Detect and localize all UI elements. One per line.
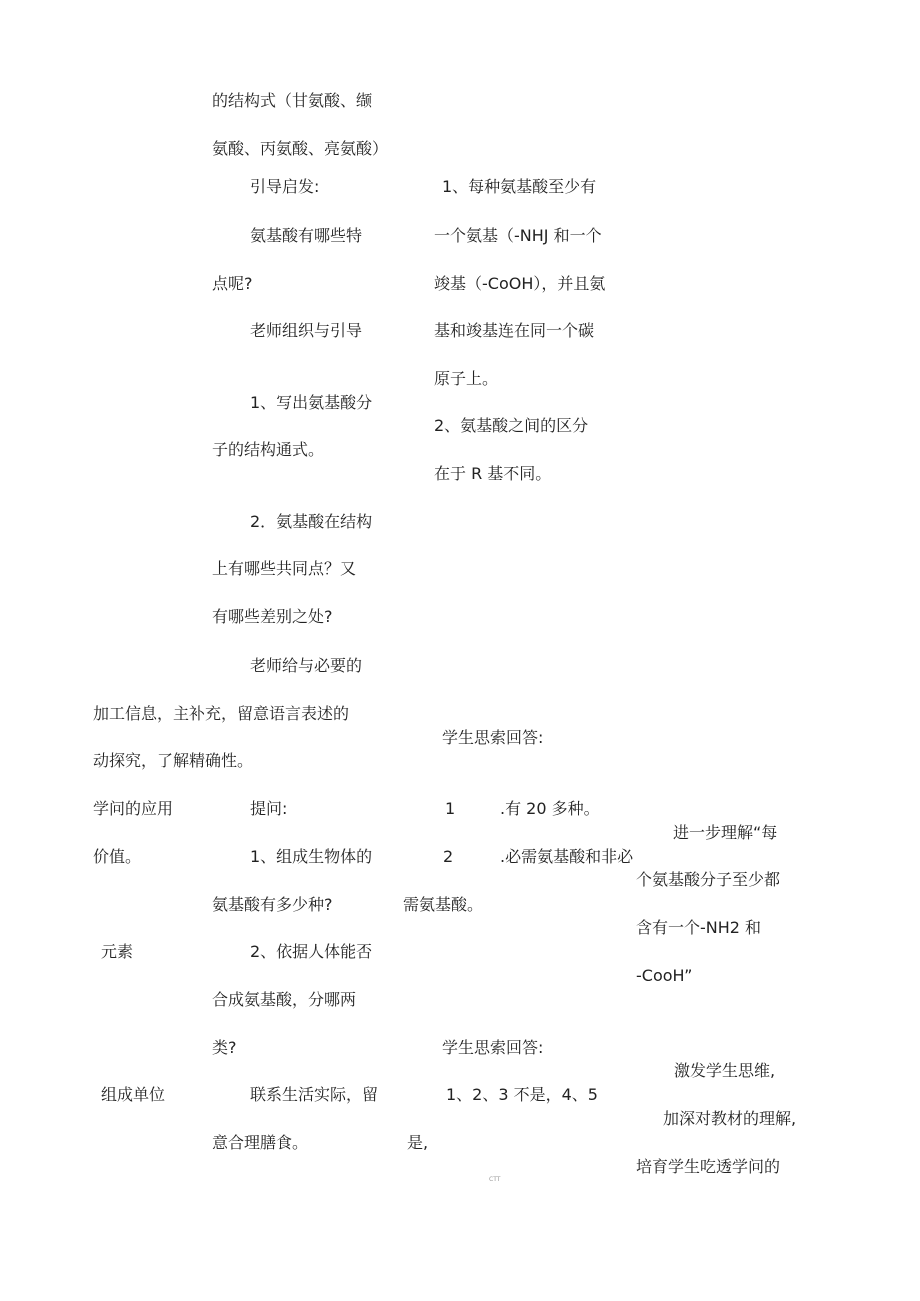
stage-line: 价值。 xyxy=(93,847,142,866)
student-line: 需氨基酸。 xyxy=(403,895,484,914)
teacher-line: 提问: xyxy=(250,799,288,818)
teacher-line: 引导启发: xyxy=(250,177,320,196)
teacher-line: 老师组织与引导 xyxy=(250,321,363,340)
footer-mark: CTT xyxy=(489,1176,501,1183)
teacher-line: 补充，留意语言表述的 xyxy=(189,704,350,723)
student-line: 1 xyxy=(445,799,456,818)
student-line: 学生思索回答: xyxy=(442,1038,544,1057)
student-line: 原子上。 xyxy=(434,369,499,388)
student-line: 是, xyxy=(407,1133,429,1152)
student-line: 基和竣基连在同一个碳 xyxy=(434,321,595,340)
teacher-line: 上有哪些共同点？又 xyxy=(212,559,357,578)
student-line: .必需氨基酸和非必 xyxy=(500,847,634,866)
intent-line: 进一步理解“每 xyxy=(673,823,778,842)
student-line: 竣基（-CoOH），并且氨 xyxy=(434,274,606,293)
student-line: 2 xyxy=(443,847,454,866)
teacher-line: 2．氨基酸在结构 xyxy=(250,512,373,531)
stage-line: 组成单位 xyxy=(101,1085,166,1104)
stage-line: 元素 xyxy=(101,942,134,961)
teacher-line: 的结构式（甘氨酸、缬 xyxy=(212,91,373,110)
teacher-line: 老师给与必要的 xyxy=(250,656,363,675)
teacher-line: 合成氨基酸，分哪两 xyxy=(212,990,357,1009)
teacher-line: 意合理膳食。 xyxy=(212,1133,309,1152)
student-line: 一个氨基（-NHJ 和一个 xyxy=(434,226,602,245)
teacher-line: 有哪些差别之处? xyxy=(212,607,333,626)
teacher-line: 点呢? xyxy=(212,274,253,293)
teacher-line: 氨基酸有哪些特 xyxy=(250,226,363,245)
student-line: 1、每种氨基酸至少有 xyxy=(442,177,597,196)
teacher-line: 精确性。 xyxy=(189,751,254,770)
student-line: 学生思索回答: xyxy=(442,728,544,747)
teacher-line: 氨酸、丙氨酸、亮氨酸） xyxy=(212,139,389,158)
teacher-line: 联系生活实际，留 xyxy=(250,1085,379,1104)
teacher-line: 类? xyxy=(212,1038,237,1057)
student-line: 1、2、3 不是，4、5 xyxy=(446,1085,598,1104)
stage-line: 学问的应用 xyxy=(93,799,174,818)
student-line: 2、氨基酸之间的区分 xyxy=(434,416,589,435)
stage-line: 动探究，了解 xyxy=(93,751,190,770)
stage-line: 加工信息，主 xyxy=(93,704,190,723)
intent-line: -CooH” xyxy=(636,966,693,985)
intent-line: 培育学生吃透学问的 xyxy=(636,1157,781,1176)
student-line: .有 20 多种。 xyxy=(500,799,600,818)
teacher-line: 1、写出氨基酸分 xyxy=(250,393,373,412)
teacher-line: 2、依据人体能否 xyxy=(250,942,373,961)
teacher-line: 氨基酸有多少种? xyxy=(212,895,333,914)
intent-line: 含有一个-NH2 和 xyxy=(636,918,762,937)
student-line: 在于 R 基不同。 xyxy=(434,464,552,483)
intent-line: 加深对教材的理解, xyxy=(663,1109,797,1128)
teacher-line: 1、组成生物体的 xyxy=(250,847,373,866)
teacher-line: 子的结构通式。 xyxy=(212,440,325,459)
intent-line: 激发学生思维, xyxy=(674,1061,776,1080)
intent-line: 个氨基酸分子至少都 xyxy=(636,870,781,889)
